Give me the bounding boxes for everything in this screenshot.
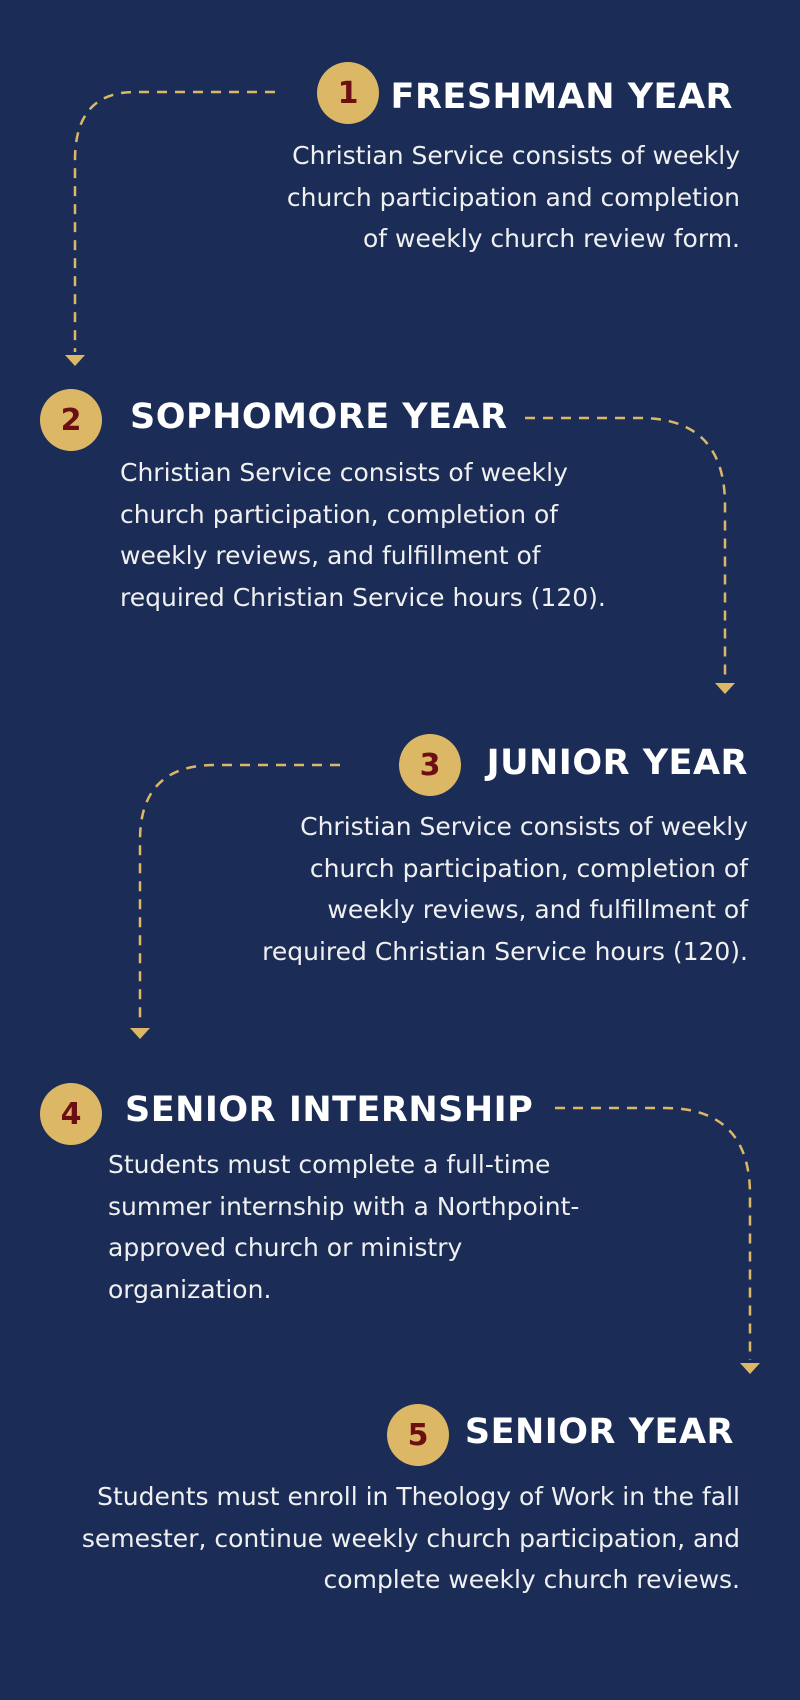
step-4-line-2: summer internship with a Northpoint- [108, 1191, 580, 1221]
step-2-number: 2 [60, 402, 82, 438]
step-5-description [82, 1476, 740, 1601]
connector-4-to-5 [555, 1108, 750, 1360]
step-5-number-badge [387, 1404, 449, 1466]
step-1-title: FRESHMAN YEAR [390, 77, 733, 117]
step-3-line-4: required Christian Service hours (120). [262, 936, 748, 966]
step-3-title: JUNIOR YEAR [486, 743, 748, 783]
step-2-line-4: required Christian Service hours (120). [120, 582, 606, 612]
step-3-number-badge [399, 734, 461, 796]
connector-1-to-2 [75, 92, 275, 352]
step-5-line-1: Students must enroll in Theology of Work in the fall [97, 1482, 740, 1511]
step-4-title: SENIOR INTERNSHIP [125, 1090, 534, 1130]
step-2-line-2: church participation, completion of [120, 499, 559, 529]
step-1-line-2: church participation and completion [286, 182, 740, 212]
step-2-number-badge [40, 389, 102, 451]
step-3-line-2: church participation, completion of [309, 853, 748, 883]
step-4-description [108, 1144, 579, 1310]
step-4-line-3: approved church or ministry [108, 1233, 463, 1262]
step-1-number-badge [317, 62, 379, 124]
step-1-number: 1 [337, 75, 359, 111]
step-5-line-2: semester, continue weekly church participation, and [81, 1523, 740, 1553]
arrowhead-4 [740, 1363, 760, 1374]
step-1-description [287, 135, 740, 260]
step-2-line-3: weekly reviews, and fulfillment of [120, 541, 541, 570]
step-4-number-badge [40, 1083, 102, 1145]
step-3-number: 3 [419, 747, 441, 783]
step-2-line-1: Christian Service consists of weekly [120, 458, 568, 487]
step-3-line-1: Christian Service consists of weekly [300, 812, 748, 841]
step-2-description [120, 452, 606, 618]
step-4-number: 4 [60, 1096, 82, 1132]
step-1-line-3: of weekly church review form. [363, 224, 740, 253]
step-3-description [262, 806, 748, 972]
step-1-line-1: Christian Service consists of weekly [292, 141, 740, 170]
step-5-line-3: complete weekly church reviews. [323, 1565, 740, 1594]
step-5-number: 5 [407, 1417, 429, 1453]
arrowhead-2 [715, 683, 735, 694]
step-4-line-1: Students must complete a full-time [108, 1150, 551, 1179]
arrowhead-1 [65, 355, 85, 366]
step-4-line-4: organization. [108, 1274, 272, 1304]
arrowhead-3 [130, 1028, 150, 1039]
step-3-line-3: weekly reviews, and fulfillment of [327, 895, 748, 924]
step-2-title: SOPHOMORE YEAR [130, 397, 508, 437]
step-5-title: SENIOR YEAR [464, 1412, 734, 1452]
